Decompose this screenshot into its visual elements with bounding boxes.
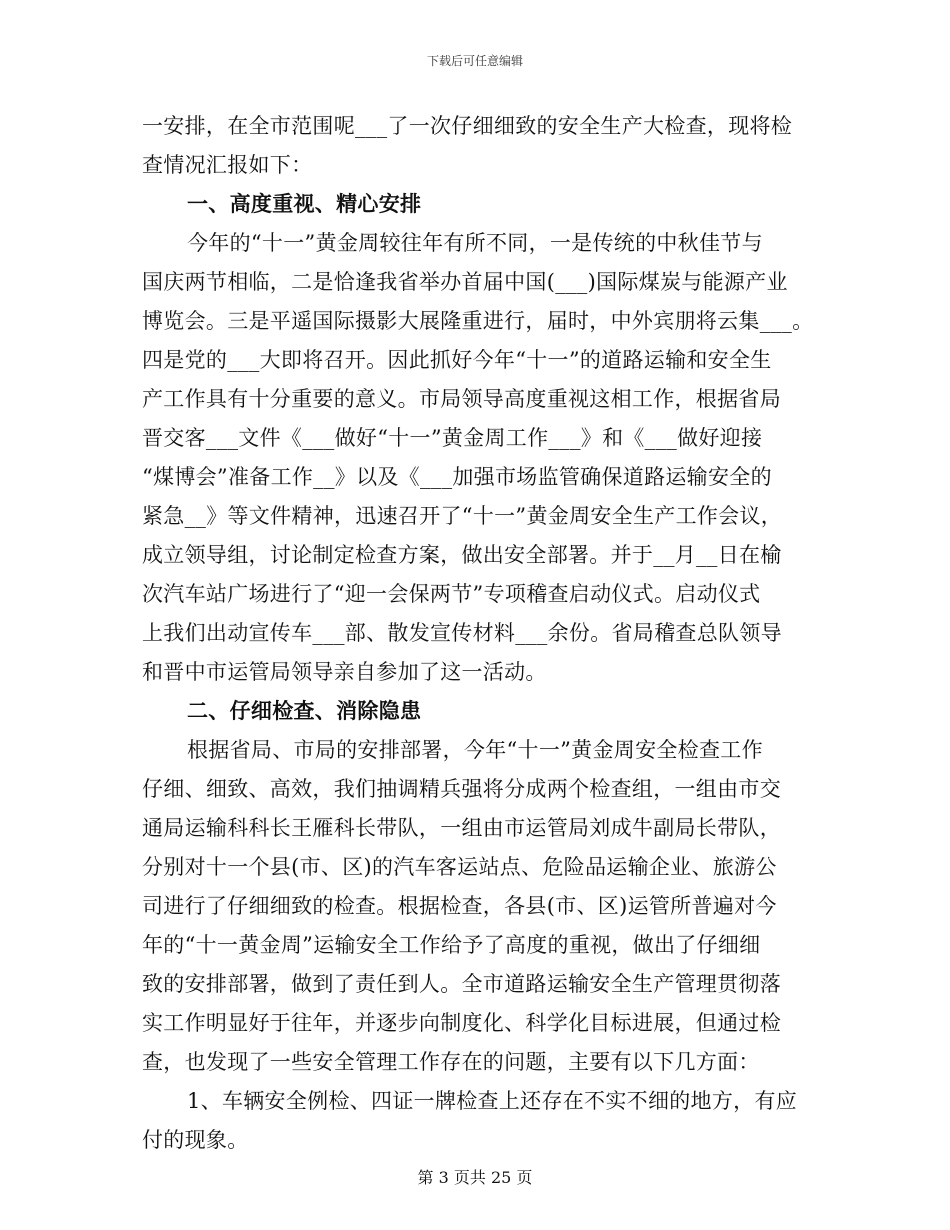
paragraph-line: 司进行了仔细细致的检查。根据检查，各县(市、区)运管所普遍对今 [142,894,777,918]
paragraph-line: 国庆两节相临，二是恰逢我省举办首届中国(___)国际煤炭与能源产业 [142,270,788,294]
paragraph-line: 成立领导组，讨论制定检查方案，做出安全部署。并于__月__日在榆 [142,543,782,567]
paragraph-line: 1、车辆安全例检、四证一牌检查上还存在不实不细的地方，有应 [187,1089,798,1113]
paragraph-line: 分别对十一个县(市、区)的汽车客运站点、危险品运输企业、旅游公 [142,855,777,879]
paragraph-line: 产工作具有十分重要的意义。市局领导高度重视这相工作，根据省局 [142,387,781,411]
section-heading: 二、仔细检查、消除隐患 [187,699,422,723]
paragraph-line: 通局运输科科长王雁科长带队，一组由市运管局刘成牛副局长带队， [142,816,781,840]
paragraph-line: “煤博会”准备工作__》以及《___加强市场监管确保道路运输安全的 [142,465,772,489]
paragraph-line: 今年的“十一”黄金周较往年有所不同，一是传统的中秋佳节与 [187,231,763,255]
page-header: 下载后可任意编辑 [426,54,523,68]
paragraph-line: 和晋中市运管局领导亲自参加了这一活动。 [142,660,547,684]
paragraph-line: 查情况汇报如下： [142,153,313,177]
paragraph-line: 仔细、细致、高效，我们抽调精兵强将分成两个检查组，一组由市交 [142,777,781,801]
section-heading: 一、高度重视、精心安排 [187,192,422,216]
paragraph-line: 根据省局、市局的安排部署，今年“十一”黄金周安全检查工作 [187,738,763,762]
paragraph-line: 次汽车站广场进行了“迎一会保两节”专项稽查启动仪式。启动仪式 [142,582,761,606]
paragraph-line: 实工作明显好于往年，并逐步向制度化、科学化目标进展，但通过检 [142,1011,781,1035]
paragraph-line: 付的现象。 [142,1128,249,1152]
paragraph-line: 致的安排部署，做到了责任到人。全市道路运输安全生产管理贯彻落 [142,972,781,996]
page-footer: 第 3 页共 25 页 [417,1168,533,1187]
paragraph-line: 紧急__》等文件精神，迅速召开了“十一”黄金周安全生产工作会议， [142,504,783,528]
paragraph-line: 四是党的___大即将召开。因此抓好今年“十一”的道路运输和安全生 [142,348,772,372]
paragraph-line: 博览会。三是平遥国际摄影大展隆重进行，届时，中外宾朋将云集___。 [142,309,814,333]
paragraph-line: 查，也发现了一些安全管理工作存在的问题，主要有以下几方面： [142,1050,760,1074]
paragraph-line: 一安排，在全市范围呢___了一次仔细细致的安全生产大检查，现将检 [142,114,793,138]
document-body [142,107,814,1160]
paragraph-line: 晋交客___文件《___做好“十一”黄金周工作___》和《___做好迎接 [142,426,763,450]
paragraph-line: 上我们出动宣传车___部、散发宣传材料___余份。省局稽查总队领导 [142,621,782,645]
paragraph-line: 年的“十一黄金周”运输安全工作给予了高度的重视，做出了仔细细 [142,933,761,957]
